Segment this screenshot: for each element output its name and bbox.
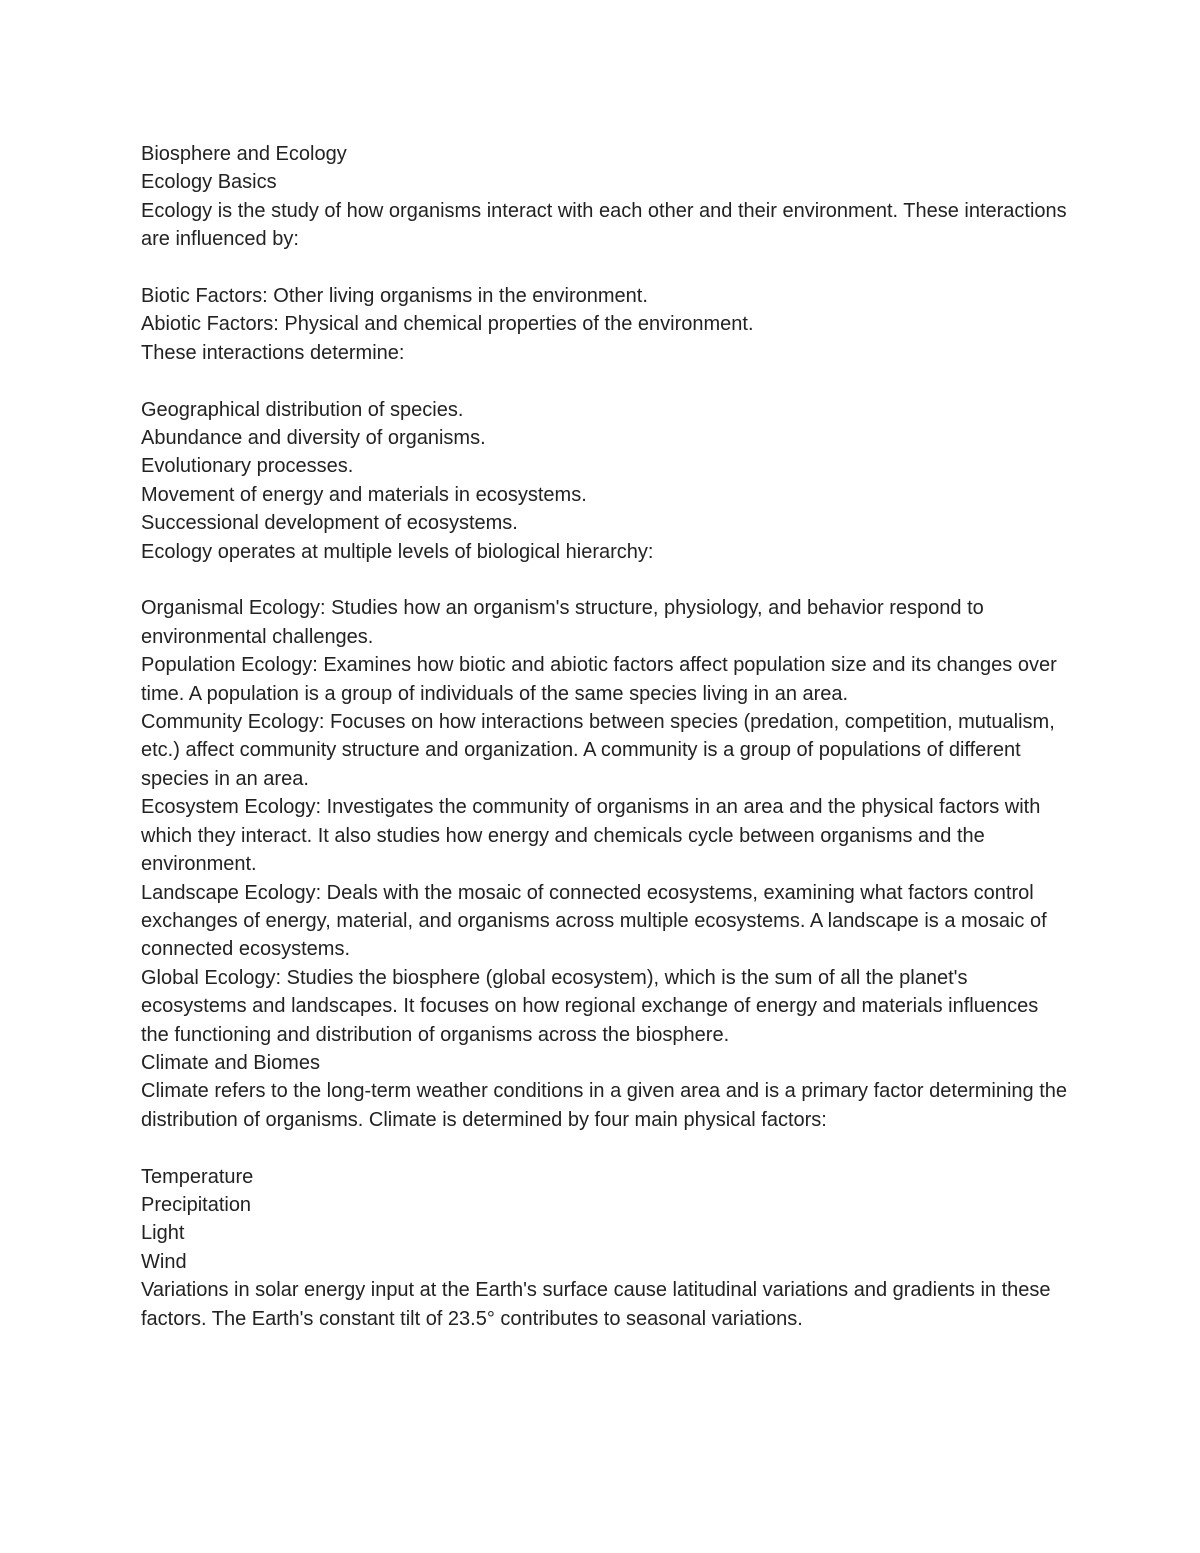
blank-line (141, 367, 1071, 395)
list-item-community-ecology: Community Ecology: Focuses on how interactions between species (predation, competition, mutualism, etc.) affect community structure and organization. A community is a group of populations of different species in an area. (141, 711, 1055, 790)
list-item-evolution: Evolutionary processes. (141, 455, 354, 478)
list-item-abiotic-factors: Abiotic Factors: Physical and chemical properties of the environment. (141, 313, 754, 336)
list-item-population-ecology: Population Ecology: Examines how biotic and abiotic factors affect population size and its changes over time. A population is a group of individuals of the same species living in an area. (141, 654, 1057, 705)
list-item-landscape-ecology: Landscape Ecology: Deals with the mosaic of connected ecosystems, examining what factors control exchanges of energy, material, and organisms across multiple ecosystems. A landscape is a mosaic of connected ecosystems. (141, 881, 1047, 961)
paragraph-hierarchy-intro: Ecology operates at multiple levels of biological hierarchy: (141, 540, 654, 563)
list-item-abundance: Abundance and diversity of organisms. (141, 427, 486, 450)
document-body (141, 140, 1071, 1333)
paragraph-climate-definition: Climate refers to the long-term weather conditions in a given area and is a primary factor determining the distribution of organisms. Climate is determined by four main physical factors: (141, 1080, 1068, 1131)
list-item-ecosystem-ecology: Ecosystem Ecology: Investigates the community of organisms in an area and the physical factors with which they interact. It also studies how energy and chemicals cycle between organisms and the environment. (141, 796, 1041, 876)
list-item-wind: Wind (141, 1250, 187, 1273)
list-item-distribution: Geographical distribution of species. (141, 398, 464, 421)
list-item-temperature: Temperature (141, 1165, 254, 1188)
blank-line (141, 254, 1071, 282)
list-item-precipitation: Precipitation (141, 1193, 252, 1216)
section-heading-ecology-basics: Ecology Basics (141, 171, 277, 194)
blank-line (141, 566, 1071, 594)
list-item-biotic-factors: Biotic Factors: Other living organisms in the environment. (141, 285, 648, 308)
document-title: Biosphere and Ecology (141, 143, 347, 165)
paragraph-interactions-determine: These interactions determine: (141, 341, 405, 364)
list-item-organismal-ecology: Organismal Ecology: Studies how an organism's structure, physiology, and behavior respond to environmental challenges. (141, 597, 984, 648)
section-heading-climate-biomes: Climate and Biomes (141, 1051, 320, 1074)
paragraph-solar-variation: Variations in solar energy input at the Earth's surface cause latitudinal variations and gradients in these factors. The Earth's constant tilt of 23.5° contributes to seasonal variations. (141, 1279, 1051, 1330)
paragraph-ecology-definition: Ecology is the study of how organisms interact with each other and their environment. These interactions are influenced by: (141, 199, 1067, 251)
list-item-succession: Successional development of ecosystems. (141, 512, 518, 535)
list-item-global-ecology: Global Ecology: Studies the biosphere (global ecosystem), which is the sum of all the planet's ecosystems and landscapes. It focuses on how regional exchange of energy and materials influences the functioning and distribution of organisms across the biosphere. (141, 966, 1039, 1046)
list-item-light: Light (141, 1222, 185, 1245)
blank-line (141, 1134, 1071, 1162)
list-item-energy-movement: Movement of energy and materials in ecosystems. (141, 483, 587, 506)
